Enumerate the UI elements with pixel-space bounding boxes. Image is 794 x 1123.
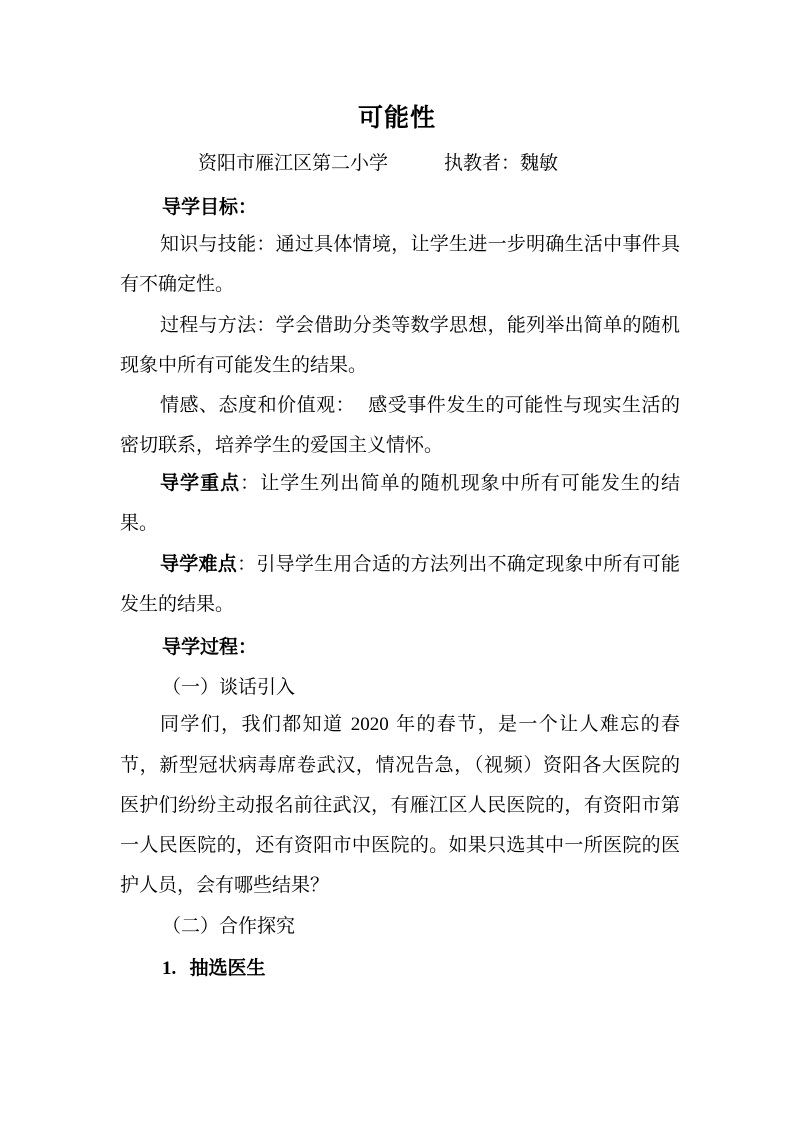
- intro-year: 2020: [350, 714, 389, 735]
- difficult-point-paragraph: [120, 544, 680, 624]
- page-title: 可能性: [357, 103, 436, 132]
- difficult-point-text: ：引导学生用合适的方法列出不确定现象中所有可能发生的结果。: [120, 553, 680, 615]
- goal-emotion-text: 情感、态度和价值观： 感受事件发生的可能性与现实生活的密切联系，培养学生的爱国主义情怀。: [120, 394, 680, 456]
- process-heading: 导学过程：: [162, 636, 258, 658]
- intro-text-part1: 同学们，我们都知道: [160, 713, 351, 735]
- intro-text-part2: 年的春节，是一个让人难忘的春节，新型冠状病毒席卷武汉，情况告急，（视频）资阳各大医院的医护们纷纷主动报名前往武汉，有雁江区人民医院的，有资阳市第一人民医院的，还有资阳市中医院的。如果只选其中一所医院的医护人员，会有哪些结果？: [120, 713, 681, 896]
- section2-title: （二）合作探究: [162, 915, 296, 937]
- item1-heading: [162, 953, 266, 980]
- goal-knowledge-paragraph: 知识与技能：通过具体情境，让学生进一步明确生活中事件具有不确定性。: [120, 233, 680, 295]
- key-point-text: ：让学生列出简单的随机现象中所有可能发生的结果。: [120, 472, 680, 534]
- intro-paragraph: [120, 704, 680, 905]
- goals-heading: 导学目标：: [162, 196, 258, 218]
- item1-text: 抽选医生: [189, 957, 266, 979]
- school-name: 资阳市雁江区第二小学: [198, 152, 389, 174]
- goal-emotion-paragraph: [120, 385, 680, 465]
- byline: [198, 148, 558, 175]
- item1-number: 1.: [162, 958, 177, 979]
- teacher-name: 执教者：魏敏: [444, 152, 559, 174]
- key-point-label: 导学重点: [160, 472, 241, 494]
- key-point-paragraph: [120, 463, 680, 543]
- section1-title: （一）谈话引入: [162, 676, 296, 698]
- difficult-point-label: 导学难点: [160, 553, 238, 575]
- goal-process-paragraph: 过程与方法：学会借助分类等数学思想，能列举出简单的随机现象中所有可能发生的结果。: [120, 314, 680, 376]
